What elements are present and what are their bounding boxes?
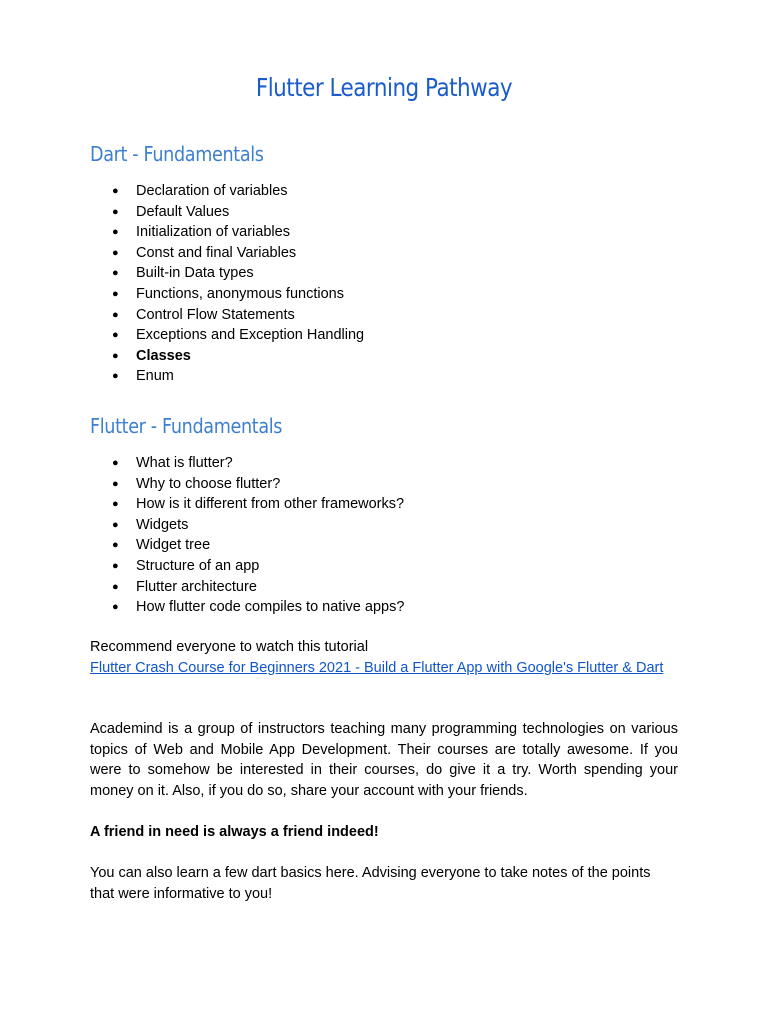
- list-item-text: Const and final Variables: [136, 244, 297, 261]
- section-heading-dart-fundamentals: Dart - Fundamentals: [90, 142, 264, 166]
- bullet-icon: ●: [112, 226, 119, 239]
- bullet-icon: ●: [112, 246, 119, 259]
- list-item-text: Declaration of variables: [136, 183, 288, 199]
- list-item-text: Structure of an app: [136, 557, 260, 574]
- list-item-text: Widget tree: [136, 537, 211, 554]
- tutorial-link[interactable]: Flutter Crash Course for Beginners 2021 - Build a Flutter App with Google's Flutter & Dart: [90, 660, 664, 676]
- list-item-text: Flutter architecture: [136, 578, 257, 595]
- list-item-text: Default Values: [136, 203, 230, 220]
- recommend-text: Recommend everyone to watch this tutorial: [90, 639, 369, 655]
- document-title: Flutter Learning Pathway: [255, 73, 513, 102]
- list-item-text: What is flutter?: [136, 455, 233, 471]
- list-item-text: How flutter code compiles to native apps?: [136, 599, 405, 616]
- list-item-text: Widgets: [136, 516, 189, 533]
- bullet-icon: ●: [112, 308, 119, 321]
- bullet-icon: ●: [112, 185, 119, 197]
- bullet-icon: ●: [112, 205, 119, 218]
- list-item-text: How is it different from other frameworks?: [136, 496, 405, 513]
- bullet-icon: ●: [112, 370, 119, 383]
- list-item-text: Classes: [136, 347, 191, 364]
- list-item-text: Built-in Data types: [136, 265, 254, 282]
- section-heading-flutter-fundamentals: Flutter - Fundamentals: [90, 414, 283, 438]
- list-item-text: Initialization of variables: [136, 224, 290, 241]
- academind-paragraph: Academind is a group of instructors teaching many programming technologies on various topics of Web and Mobile App Development. Their courses are totally awesome. If you were to somehow be interested in their courses, do give it a try. Worth spending your money on it. Also, if you do so, share your account with your friends.: [90, 721, 678, 799]
- list-item-text: Control Flow Statements: [136, 306, 295, 323]
- bullet-icon: ●: [112, 518, 119, 531]
- friend-quote: A friend in need is always a friend indeed!: [90, 824, 379, 840]
- bullet-icon: ●: [112, 329, 119, 342]
- bullet-icon: ●: [112, 559, 119, 572]
- bullet-icon: ●: [112, 498, 119, 511]
- list-item-text: Enum: [136, 368, 174, 385]
- bullet-icon: ●: [112, 287, 119, 300]
- bullet-icon: ●: [112, 349, 119, 362]
- bullet-icon: ●: [112, 539, 119, 552]
- tutorial-link-paragraph: [90, 658, 678, 679]
- bullet-icon: ●: [112, 580, 119, 593]
- bullet-icon: ●: [112, 601, 119, 614]
- dart-basics-paragraph: You can also learn a few dart basics here. Advising everyone to take notes of the points that were informative to you!: [90, 865, 651, 902]
- list-item-text: Functions, anonymous functions: [136, 285, 344, 302]
- bullet-icon: ●: [112, 267, 119, 280]
- bullet-icon: ●: [112, 477, 119, 490]
- list-item-text: Exceptions and Exception Handling: [136, 327, 365, 344]
- list-item-text: Why to choose flutter?: [136, 475, 281, 492]
- bullet-icon: ●: [112, 457, 119, 469]
